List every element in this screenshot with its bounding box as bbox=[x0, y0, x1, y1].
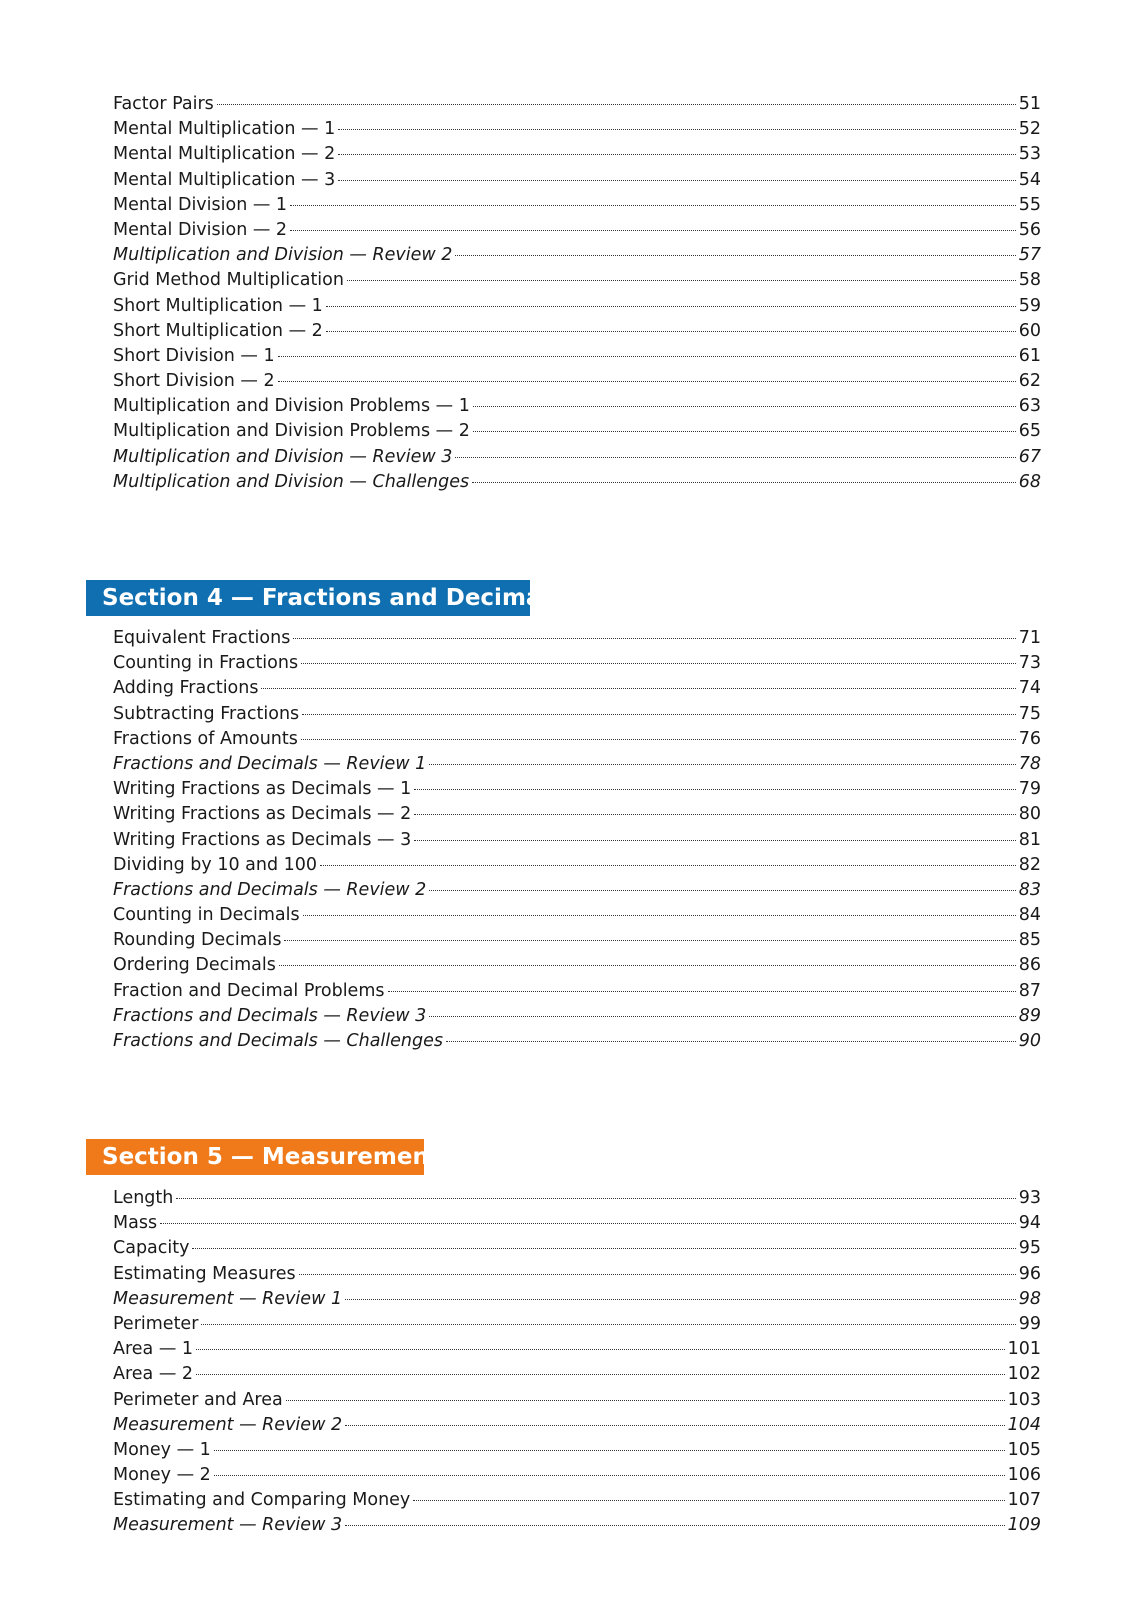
toc-entry-page-number: 83 bbox=[1018, 879, 1041, 900]
toc-entry-title: Writing Fractions as Decimals — 3 bbox=[113, 829, 412, 850]
dot-leader bbox=[201, 1324, 1015, 1325]
dot-leader bbox=[338, 154, 1016, 155]
dot-leader bbox=[176, 1198, 1015, 1199]
toc-entry-title: Mass bbox=[113, 1213, 158, 1234]
section-5-heading: Section 5 — Measurement bbox=[86, 1139, 424, 1175]
toc-entry-title: Short Multiplication — 2 bbox=[113, 320, 323, 341]
toc-entry[interactable] bbox=[113, 1513, 1041, 1538]
toc-entry-page-number: 86 bbox=[1018, 955, 1041, 976]
toc-entry-page-number: 73 bbox=[1018, 653, 1041, 674]
toc-entry-title: Mental Division — 2 bbox=[113, 219, 288, 240]
toc-entry[interactable] bbox=[113, 1488, 1041, 1513]
dot-leader bbox=[302, 714, 1016, 715]
toc-entry[interactable] bbox=[113, 142, 1041, 167]
dot-leader bbox=[279, 965, 1016, 966]
toc-entry-title: Short Division — 1 bbox=[113, 345, 275, 366]
toc-entry-title: Adding Fractions bbox=[113, 678, 259, 699]
dot-leader bbox=[455, 255, 1015, 256]
toc-entry[interactable] bbox=[113, 168, 1041, 193]
dot-leader bbox=[429, 1016, 1015, 1017]
dot-leader bbox=[455, 457, 1015, 458]
toc-entry-title: Mental Division — 1 bbox=[113, 194, 288, 215]
toc-entry-title: Short Division — 2 bbox=[113, 371, 275, 392]
toc-entry-page-number: 85 bbox=[1018, 930, 1041, 951]
toc-entry[interactable] bbox=[113, 268, 1041, 293]
toc-entry-title: Mental Multiplication — 1 bbox=[113, 119, 336, 140]
dot-leader bbox=[413, 1500, 1004, 1501]
toc-entry-page-number: 78 bbox=[1018, 753, 1041, 774]
toc-entry-title: Multiplication and Division — Review 2 bbox=[113, 245, 453, 266]
toc-entry-title: Length bbox=[113, 1188, 174, 1208]
toc-entry-title: Fractions of Amounts bbox=[113, 728, 298, 749]
toc-entry-page-number: 68 bbox=[1018, 471, 1041, 492]
toc-entry[interactable] bbox=[113, 626, 1041, 651]
dot-leader bbox=[429, 890, 1015, 891]
section-4-heading: Section 4 — Fractions and Decimals bbox=[86, 580, 530, 616]
toc-entry-title: Estimating Measures bbox=[113, 1263, 296, 1284]
toc-entry[interactable] bbox=[113, 1438, 1041, 1463]
dot-leader bbox=[388, 991, 1016, 992]
toc-entry-page-number: 76 bbox=[1018, 728, 1041, 749]
toc-entry-title: Multiplication and Division — Review 3 bbox=[113, 446, 453, 467]
toc-entry[interactable] bbox=[113, 1337, 1041, 1362]
toc-entry-title: Area — 1 bbox=[113, 1339, 194, 1360]
dot-leader bbox=[414, 789, 1015, 790]
toc-entry[interactable] bbox=[113, 1287, 1041, 1312]
dot-leader bbox=[278, 381, 1016, 382]
toc-entry[interactable] bbox=[113, 344, 1041, 369]
toc-entry[interactable] bbox=[113, 676, 1041, 701]
toc-entry-page-number: 58 bbox=[1018, 270, 1041, 291]
dot-leader bbox=[320, 865, 1016, 866]
toc-entry[interactable] bbox=[113, 702, 1041, 727]
dot-leader bbox=[338, 129, 1016, 130]
toc-entry-title: Factor Pairs bbox=[113, 94, 214, 114]
toc-entry[interactable] bbox=[113, 777, 1041, 802]
toc-entry[interactable] bbox=[113, 92, 1041, 117]
toc-entry-title: Measurement — Review 1 bbox=[113, 1288, 343, 1309]
toc-entry-title: Rounding Decimals bbox=[113, 930, 282, 951]
toc-entry-page-number: 89 bbox=[1018, 1005, 1041, 1026]
toc-entry-page-number: 102 bbox=[1007, 1364, 1041, 1385]
toc-entry[interactable] bbox=[113, 853, 1041, 878]
toc-entry-page-number: 59 bbox=[1018, 295, 1041, 316]
toc-entry-title: Fractions and Decimals — Review 2 bbox=[113, 879, 427, 900]
toc-entry-page-number: 56 bbox=[1018, 219, 1041, 240]
toc-entry[interactable] bbox=[113, 1463, 1041, 1488]
toc-entry-title: Dividing by 10 and 100 bbox=[113, 854, 318, 875]
toc-entry-title: Short Multiplication — 1 bbox=[113, 295, 323, 316]
toc-entry-page-number: 94 bbox=[1018, 1213, 1041, 1234]
toc-entry[interactable] bbox=[113, 394, 1041, 419]
toc-entry[interactable] bbox=[113, 419, 1041, 444]
toc-entry[interactable] bbox=[113, 193, 1041, 218]
toc-entry[interactable] bbox=[113, 802, 1041, 827]
toc-entry-page-number: 103 bbox=[1007, 1389, 1041, 1410]
toc-entry-title: Perimeter and Area bbox=[113, 1389, 283, 1410]
dot-leader bbox=[472, 482, 1016, 483]
toc-entry[interactable] bbox=[113, 117, 1041, 142]
toc-entry-title: Money — 2 bbox=[113, 1465, 211, 1486]
dot-leader bbox=[326, 306, 1016, 307]
toc-entry[interactable] bbox=[113, 727, 1041, 752]
toc-entry-title: Multiplication and Division — Challenges bbox=[113, 471, 470, 492]
toc-entry-page-number: 106 bbox=[1007, 1465, 1041, 1486]
dot-leader bbox=[214, 1450, 1005, 1451]
toc-entry-title: Estimating and Comparing Money bbox=[113, 1490, 411, 1511]
toc-entry-page-number: 95 bbox=[1018, 1238, 1041, 1259]
toc-entry-page-number: 61 bbox=[1018, 345, 1041, 366]
toc-entry[interactable] bbox=[113, 1388, 1041, 1413]
dot-leader bbox=[303, 915, 1016, 916]
toc-entry-page-number: 74 bbox=[1018, 678, 1041, 699]
toc-entry-title: Counting in Decimals bbox=[113, 905, 300, 926]
toc-entry-title: Measurement — Review 3 bbox=[113, 1515, 343, 1536]
toc-entry-page-number: 53 bbox=[1018, 144, 1041, 165]
dot-leader bbox=[261, 688, 1015, 689]
dot-leader bbox=[338, 180, 1016, 181]
toc-entry[interactable] bbox=[113, 752, 1041, 777]
toc-entry[interactable] bbox=[113, 1004, 1041, 1029]
dot-leader bbox=[301, 739, 1016, 740]
dot-leader bbox=[473, 406, 1016, 407]
toc-list-continued bbox=[113, 92, 1041, 495]
toc-entry[interactable] bbox=[113, 979, 1041, 1004]
toc-entry-title: Writing Fractions as Decimals — 1 bbox=[113, 779, 412, 800]
dot-leader bbox=[192, 1248, 1015, 1249]
toc-entry-page-number: 98 bbox=[1018, 1288, 1041, 1309]
dot-leader bbox=[473, 431, 1016, 432]
toc-entry-page-number: 65 bbox=[1018, 421, 1041, 442]
toc-entry[interactable] bbox=[113, 828, 1041, 853]
dot-leader bbox=[196, 1374, 1005, 1375]
dot-leader bbox=[196, 1349, 1005, 1350]
toc-entry-page-number: 71 bbox=[1018, 628, 1041, 648]
toc-entry-title: Counting in Fractions bbox=[113, 653, 299, 674]
dot-leader bbox=[446, 1041, 1016, 1042]
toc-entry-page-number: 63 bbox=[1018, 396, 1041, 417]
dot-leader bbox=[345, 1299, 1016, 1300]
dot-leader bbox=[286, 1400, 1005, 1401]
toc-entry[interactable] bbox=[113, 1312, 1041, 1337]
toc-entry[interactable] bbox=[113, 243, 1041, 268]
toc-entry-page-number: 82 bbox=[1018, 854, 1041, 875]
dot-leader bbox=[345, 1425, 1005, 1426]
toc-entry-title: Money — 1 bbox=[113, 1439, 211, 1460]
dot-leader bbox=[345, 1525, 1005, 1526]
toc-entry-title: Equivalent Fractions bbox=[113, 628, 291, 648]
toc-entry[interactable] bbox=[113, 294, 1041, 319]
toc-entry[interactable] bbox=[113, 651, 1041, 676]
toc-entry[interactable] bbox=[113, 1262, 1041, 1287]
toc-entry[interactable] bbox=[113, 319, 1041, 344]
toc-entry-title: Perimeter bbox=[113, 1313, 199, 1334]
toc-entry-title: Ordering Decimals bbox=[113, 955, 276, 976]
toc-entry-page-number: 90 bbox=[1018, 1031, 1041, 1051]
toc-entry-page-number: 105 bbox=[1007, 1439, 1041, 1460]
toc-entry-title: Measurement — Review 2 bbox=[113, 1414, 343, 1435]
toc-entry[interactable] bbox=[113, 1211, 1041, 1236]
toc-entry-title: Grid Method Multiplication bbox=[113, 270, 344, 291]
toc-entry-page-number: 96 bbox=[1018, 1263, 1041, 1284]
toc-entry[interactable] bbox=[113, 928, 1041, 953]
toc-list-section-4 bbox=[113, 626, 1041, 1054]
toc-entry-page-number: 107 bbox=[1007, 1490, 1041, 1511]
toc-entry-page-number: 99 bbox=[1018, 1313, 1041, 1334]
toc-entry-title: Writing Fractions as Decimals — 2 bbox=[113, 804, 412, 825]
toc-entry[interactable] bbox=[113, 953, 1041, 978]
dot-leader bbox=[278, 356, 1016, 357]
dot-leader bbox=[326, 331, 1016, 332]
toc-entry[interactable] bbox=[113, 1413, 1041, 1438]
toc-entry-title: Mental Multiplication — 2 bbox=[113, 144, 336, 165]
dot-leader bbox=[347, 280, 1016, 281]
dot-leader bbox=[414, 840, 1015, 841]
toc-entry[interactable] bbox=[113, 218, 1041, 243]
toc-entry-title: Area — 2 bbox=[113, 1364, 194, 1385]
toc-entry-title: Fraction and Decimal Problems bbox=[113, 980, 385, 1001]
dot-leader bbox=[160, 1223, 1016, 1224]
toc-entry[interactable] bbox=[113, 1236, 1041, 1261]
toc-list-section-5 bbox=[113, 1186, 1041, 1539]
toc-entry-page-number: 87 bbox=[1018, 980, 1041, 1001]
toc-entry-title: Multiplication and Division Problems — 1 bbox=[113, 396, 470, 417]
toc-entry-page-number: 109 bbox=[1007, 1515, 1041, 1536]
toc-entry[interactable] bbox=[113, 1186, 1041, 1211]
dot-leader bbox=[290, 205, 1016, 206]
toc-entry-page-number: 80 bbox=[1018, 804, 1041, 825]
toc-entry[interactable] bbox=[113, 369, 1041, 394]
toc-entry-page-number: 57 bbox=[1018, 245, 1041, 266]
toc-entry[interactable] bbox=[113, 1029, 1041, 1054]
dot-leader bbox=[293, 638, 1015, 639]
toc-entry[interactable] bbox=[113, 470, 1041, 495]
toc-entry-page-number: 60 bbox=[1018, 320, 1041, 341]
toc-entry-title: Multiplication and Division Problems — 2 bbox=[113, 421, 470, 442]
toc-entry-page-number: 51 bbox=[1018, 94, 1041, 114]
toc-entry[interactable] bbox=[113, 903, 1041, 928]
toc-entry[interactable] bbox=[113, 878, 1041, 903]
toc-entry[interactable] bbox=[113, 445, 1041, 470]
dot-leader bbox=[414, 814, 1015, 815]
dot-leader bbox=[429, 764, 1015, 765]
dot-leader bbox=[301, 663, 1016, 664]
toc-entry-title: Mental Multiplication — 3 bbox=[113, 169, 336, 190]
toc-entry-page-number: 75 bbox=[1018, 703, 1041, 724]
toc-entry-page-number: 93 bbox=[1018, 1188, 1041, 1208]
toc-entry-page-number: 79 bbox=[1018, 779, 1041, 800]
dot-leader bbox=[284, 940, 1015, 941]
toc-entry-title: Fractions and Decimals — Review 3 bbox=[113, 1005, 427, 1026]
toc-entry-title: Fractions and Decimals — Challenges bbox=[113, 1031, 444, 1051]
dot-leader bbox=[299, 1274, 1016, 1275]
toc-entry-title: Capacity bbox=[113, 1238, 190, 1259]
dot-leader bbox=[214, 1475, 1005, 1476]
toc-entry-page-number: 84 bbox=[1018, 905, 1041, 926]
dot-leader bbox=[217, 104, 1016, 105]
toc-entry-page-number: 81 bbox=[1018, 829, 1041, 850]
toc-entry-page-number: 101 bbox=[1007, 1339, 1041, 1360]
toc-entry-page-number: 62 bbox=[1018, 371, 1041, 392]
toc-entry-title: Subtracting Fractions bbox=[113, 703, 300, 724]
toc-entry-page-number: 55 bbox=[1018, 194, 1041, 215]
toc-entry-page-number: 104 bbox=[1007, 1414, 1041, 1435]
toc-entry-page-number: 54 bbox=[1018, 169, 1041, 190]
toc-entry-page-number: 52 bbox=[1018, 119, 1041, 140]
toc-entry[interactable] bbox=[113, 1362, 1041, 1387]
toc-entry-title: Fractions and Decimals — Review 1 bbox=[113, 753, 427, 774]
toc-entry-page-number: 67 bbox=[1018, 446, 1041, 467]
dot-leader bbox=[290, 230, 1016, 231]
